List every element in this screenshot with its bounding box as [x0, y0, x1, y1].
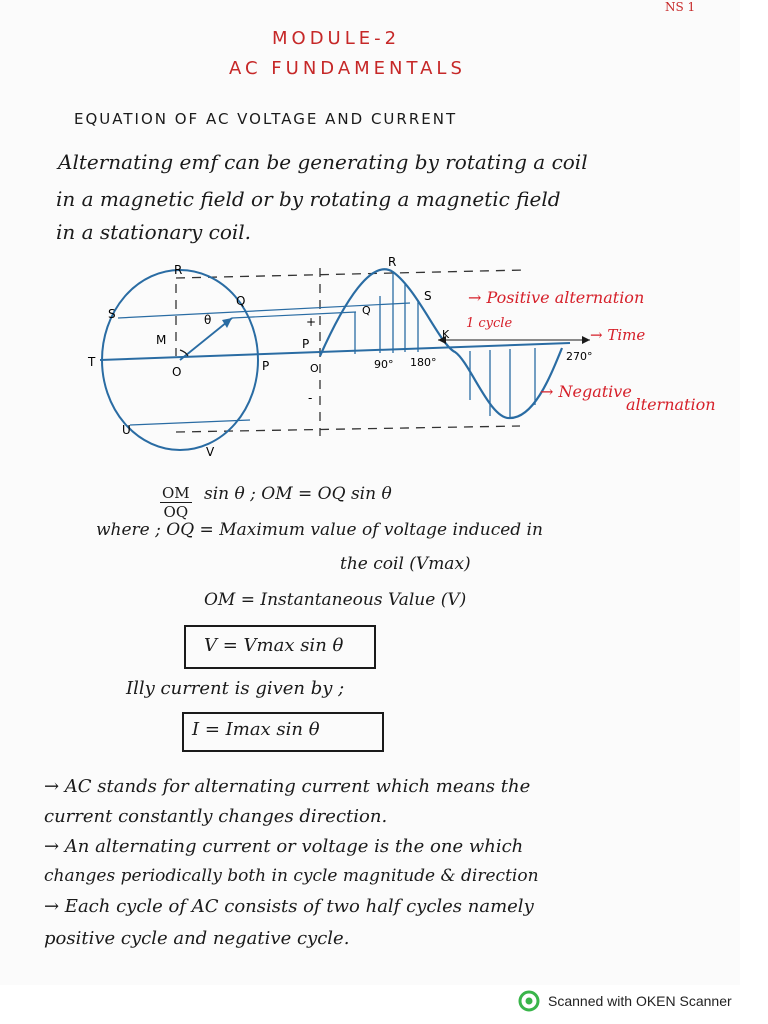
where-line-2: the coil (Vmax) — [340, 554, 471, 574]
where-line-1: where ; OQ = Maximum value of voltage induced in — [96, 520, 543, 540]
label-Q-wave: Q — [362, 304, 371, 317]
positive-alternation-label: → Positive alternation — [468, 288, 645, 307]
one-cycle-label: 1 cycle — [466, 316, 513, 331]
module-title: MODULE-2 — [272, 28, 401, 49]
label-T: T — [88, 355, 96, 369]
note-line-6: positive cycle and negative cycle. — [44, 928, 350, 949]
label-U: U — [122, 423, 131, 437]
ac-generation-diagram — [0, 0, 740, 500]
section-heading: EQUATION OF AC VOLTAGE AND CURRENT — [74, 110, 458, 128]
label-V: V — [206, 445, 215, 459]
intro-line-3: in a stationary coil. — [56, 220, 252, 244]
label-O-wave: O — [310, 362, 319, 375]
note-line-3: → An alternating current or voltage is the one which — [44, 836, 524, 857]
voltage-equation: V = Vmax sin θ — [204, 635, 344, 656]
module-subtitle: AC FUNDAMENTALS — [229, 58, 466, 79]
label-270deg: 270° — [566, 350, 593, 363]
label-plus: + — [306, 315, 317, 329]
fraction-denominator: OQ — [163, 503, 189, 521]
label-R-wave: R — [388, 255, 397, 269]
note-line-2: current constantly changes direction. — [44, 806, 388, 827]
scanner-watermark-text: Scanned with OKEN Scanner — [548, 993, 732, 1009]
negative-label: → Negative — [540, 382, 632, 401]
label-P-wave: P — [302, 337, 310, 351]
alternation-label: alternation — [626, 395, 716, 414]
equation-rest: sin θ ; OM = OQ sin θ — [204, 484, 392, 504]
current-equation: I = Imax sin θ — [192, 719, 320, 740]
label-S: S — [108, 307, 116, 321]
note-line-5: → Each cycle of AC consists of two half cycles namely — [44, 896, 534, 917]
current-intro: Illy current is given by ; — [126, 678, 345, 699]
fraction-numerator: OM — [162, 484, 190, 502]
intro-line-2: in a magnetic field or by rotating a magnetic field — [56, 187, 561, 211]
label-theta: θ — [204, 313, 212, 327]
label-K: K — [442, 328, 450, 341]
label-S-wave: S — [424, 289, 432, 303]
label-minus: - — [308, 391, 313, 405]
where-line-3: OM = Instantaneous Value (V) — [204, 590, 467, 610]
equation-ratio — [160, 484, 192, 521]
label-O-circle: O — [172, 365, 182, 379]
scanner-watermark — [518, 989, 732, 1013]
label-180deg: 180° — [410, 356, 437, 369]
note-line-1: → AC stands for alternating current which means the — [44, 776, 531, 797]
label-Q-circle: Q — [236, 294, 246, 308]
label-M: M — [156, 333, 167, 347]
oken-scanner-icon — [518, 990, 540, 1012]
label-90deg: 90° — [374, 358, 394, 371]
intro-line-1: Alternating emf can be generating by rotating a coil — [58, 150, 588, 174]
time-label: → Time — [590, 326, 646, 344]
label-P-circle: P — [262, 359, 270, 373]
note-line-4: changes periodically both in cycle magnitude & direction — [44, 866, 539, 886]
corner-mark: NS 1 — [665, 0, 696, 14]
label-R-circle: R — [174, 263, 183, 277]
